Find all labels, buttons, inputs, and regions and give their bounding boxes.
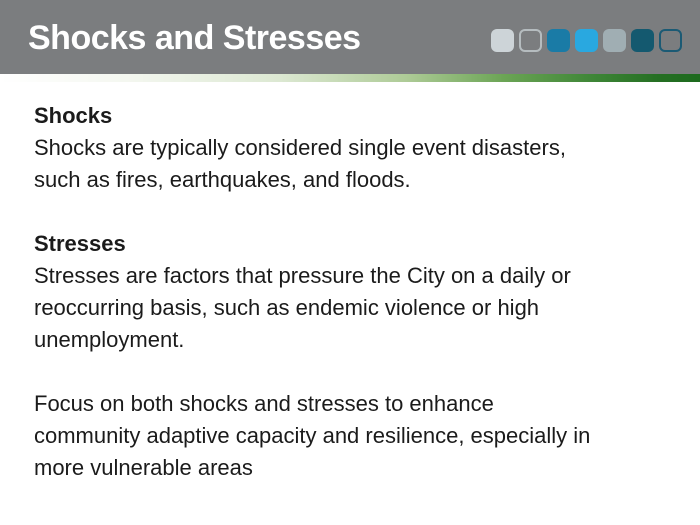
palette-swatch-gray-blue	[603, 29, 626, 52]
body-line: Focus on both shocks and stresses to enhance	[34, 391, 494, 416]
palette-swatch-bright-blue	[575, 29, 598, 52]
section-heading-stresses: Stresses	[34, 231, 126, 256]
palette-swatch-dark-teal	[631, 29, 654, 52]
section-heading-shocks: Shocks	[34, 103, 113, 128]
section-focus	[34, 388, 680, 484]
section-shocks	[34, 100, 680, 196]
theme-palette	[491, 29, 682, 52]
body-line: more vulnerable areas	[34, 455, 253, 480]
header-bar	[0, 0, 700, 74]
palette-swatch-medium-blue	[547, 29, 570, 52]
slide-body	[34, 100, 680, 516]
body-line: such as fires, earthquakes, and floods.	[34, 167, 411, 192]
body-line: Stresses are factors that pressure the City on a daily or	[34, 263, 571, 288]
body-line: Shocks are typically considered single event disasters,	[34, 135, 566, 160]
body-line: reoccurring basis, such as endemic violence or high	[34, 295, 540, 320]
accent-divider	[0, 74, 700, 82]
palette-swatch-light-gray-outline	[519, 29, 542, 52]
slide-title: Shocks and Stresses	[28, 19, 361, 57]
section-stresses	[34, 228, 680, 356]
body-line: community adaptive capacity and resilience, especially in	[34, 423, 591, 448]
body-line: unemployment.	[34, 327, 185, 352]
palette-swatch-dark-teal-outline	[659, 29, 682, 52]
palette-swatch-light-gray	[491, 29, 514, 52]
